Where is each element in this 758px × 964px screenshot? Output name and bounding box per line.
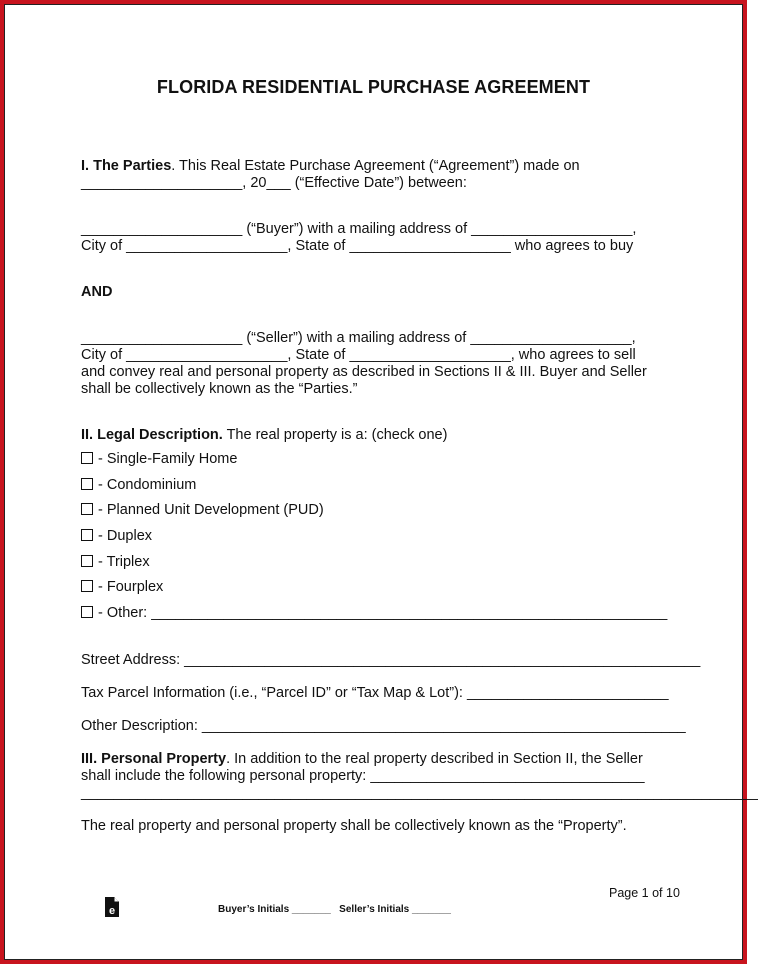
option-fourplex[interactable]: [81, 579, 163, 596]
buyer-line1: ____________________ (“Buyer”) with a mailing address of ____________________,: [81, 221, 637, 237]
legal-heading: II. Legal Description.: [81, 427, 223, 443]
option-single-family[interactable]: [81, 451, 237, 468]
checkbox-icon[interactable]: [81, 452, 93, 464]
effective-date-line: ____________________, 20___ (“Effective Date”) between:: [81, 175, 467, 191]
buyer-line2: City of ____________________, State of ____________________ who agrees to buy: [81, 238, 634, 254]
parties-intro: . This Real Estate Purchase Agreement (“Agreement”) made on: [171, 158, 580, 174]
checkbox-icon[interactable]: [81, 606, 93, 618]
page-number: Page 1 of 10: [609, 886, 680, 900]
option-duplex[interactable]: [81, 528, 152, 545]
collective-property-text: The real property and personal property shall be collectively known as the “Property”.: [81, 818, 627, 834]
checkbox-icon[interactable]: [81, 555, 93, 567]
checkbox-icon[interactable]: [81, 478, 93, 490]
parties-heading: I. The Parties: [81, 158, 172, 174]
option-condominium[interactable]: [81, 477, 196, 494]
seller-line3: and convey real and personal property as described in Sections II & III. Buyer and Seller: [81, 364, 647, 380]
seller-line1: ____________________ (“Seller”) with a mailing address of ____________________,: [81, 330, 636, 346]
eforms-logo-icon: [86, 878, 115, 917]
option-label: - Duplex: [98, 528, 153, 544]
personal-property-field[interactable]: shall include the following personal property: __________________________________: [81, 768, 645, 784]
initials-line: Buyer’s Initials _______ Seller’s Initials _______: [218, 904, 451, 915]
logo-letter: e: [108, 905, 115, 917]
checkbox-icon[interactable]: [81, 503, 93, 515]
option-triplex[interactable]: [81, 554, 150, 571]
other-description-field[interactable]: Other Description: ____________________________________________________________: [81, 718, 686, 734]
personal-heading: III. Personal Property: [81, 751, 227, 767]
option-other[interactable]: [81, 605, 667, 622]
option-label: - Fourplex: [98, 579, 164, 595]
seller-line4: shall be collectively known as the “Parties.”: [81, 381, 358, 397]
option-pud[interactable]: [81, 502, 324, 519]
tax-parcel-field[interactable]: Tax Parcel Information (i.e., “Parcel ID” or “Tax Map & Lot”): _________________________: [81, 685, 669, 701]
option-label: - Triplex: [98, 554, 150, 570]
parties-paragraph-line1: [81, 158, 580, 175]
checkbox-icon[interactable]: [81, 580, 93, 592]
street-address-field[interactable]: Street Address: ________________________________________________________________: [81, 652, 701, 668]
personal-property-line1: [81, 751, 643, 768]
legal-description-line: [81, 427, 447, 444]
and-label: AND: [81, 284, 113, 300]
personal-intro: . In addition to the real property described in Section II, the Seller: [226, 751, 643, 767]
option-label: - Condominium: [98, 477, 197, 493]
seller-line2: City of ____________________, State of ____________________, who agrees to sell: [81, 347, 636, 363]
legal-intro: The real property is a: (check one): [222, 427, 448, 443]
option-label: - Planned Unit Development (PUD): [98, 502, 324, 518]
option-label: - Other: ________________________________________________________________: [98, 605, 668, 621]
personal-property-field-continued[interactable]: ____________________________________________________________________________________: [81, 785, 758, 801]
option-label: - Single-Family Home: [98, 451, 238, 467]
checkbox-icon[interactable]: [81, 529, 93, 541]
document-title: FLORIDA RESIDENTIAL PURCHASE AGREEMENT: [156, 77, 591, 97]
